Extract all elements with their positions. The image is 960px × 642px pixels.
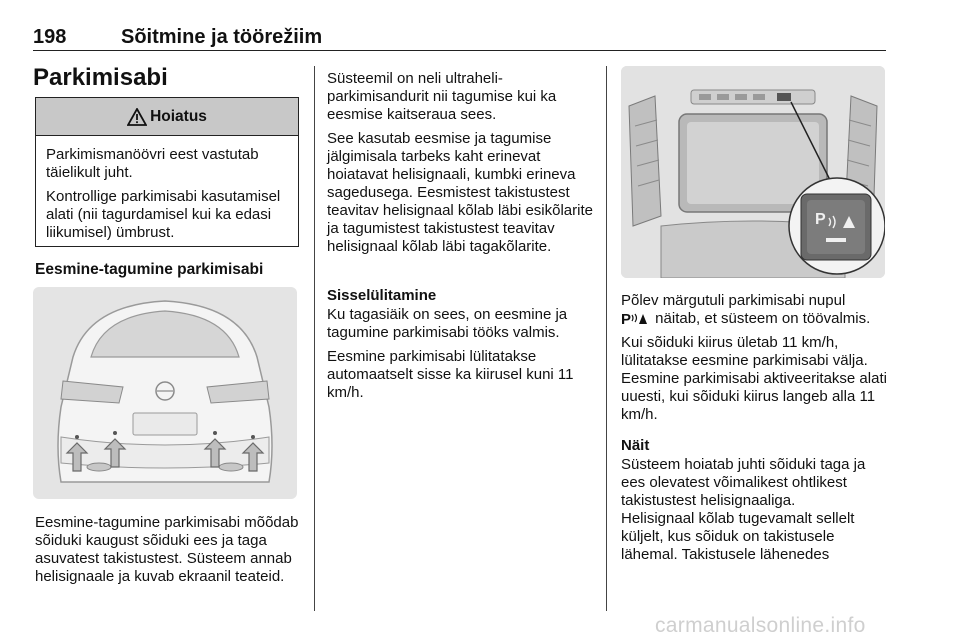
column-divider-1 — [314, 66, 315, 611]
warning-triangle-icon — [127, 108, 147, 126]
col3-paragraph-4: Helisignaal kõlab tugevamalt sellelt küljelt, kus sõiduk on takistusele lähemal. Takistusele lähenedes — [621, 510, 855, 563]
park-assist-icon: P — [815, 211, 826, 228]
warning-paragraph-1: Parkimismanöövri eest vastutab täielikult juht. — [46, 146, 259, 181]
col3-paragraph-1-end: näitab, et süsteem on töövalmis. — [655, 310, 871, 327]
page-number: 198 — [33, 26, 67, 48]
col3-text — [621, 292, 893, 430]
col2-text-bottom — [327, 306, 601, 408]
col3-paragraph-1-start: Põlev märgutuli parkimisabi nupul — [621, 292, 846, 309]
col2-paragraph-4: Eesmine parkimisabi lülitatakse automaatselt sisse ka kiirusel kuni 11 km/h. — [327, 348, 574, 401]
col2-paragraph-2: See kasutab eesmise ja tagumise jälgimisala tarbeks kaht erinevat hoiatavat helisignaali, kumbki erineva sagedusega. Eesmistest takistustest teavitav helisignaal kõlab läbi esikõlarite ja tagumistest takistustest teavitav helisignaal kõlab läbi tagakõlarite. — [327, 130, 593, 255]
col1-body — [35, 514, 301, 592]
col2-text-top — [327, 70, 601, 262]
col3-text-bottom — [621, 456, 891, 570]
col2-paragraph-1: Süsteemil on neli ultraheli-parkimisandurit nii tagumise kui ka eesmise kaitseraua sees. — [327, 70, 557, 123]
car-rear-illustration — [33, 287, 297, 499]
watermark: carmanualsonline.info — [655, 614, 866, 637]
warning-body — [36, 136, 298, 242]
col2-paragraph-3: Ku tagasiäik on sees, on eesmine ja tagumine parkimisabi tööks valmis. — [327, 306, 568, 341]
section-title: Parkimisabi — [33, 64, 168, 91]
warning-box — [35, 97, 299, 247]
page-header — [33, 24, 886, 51]
col1-body-text: Eesmine-tagumine parkimisabi mõõdab sõiduki kaugust sõiduki ees ja taga asuvatest takistustest. Süsteem annab helisignaale ja kuvab ekraanil teateid. — [35, 514, 299, 585]
warning-heading-text: Hoiatus — [150, 107, 207, 125]
col3-paragraph-2: Kui sõiduki kiirus ületab 11 km/h, lülitatakse eesmine parkimisabi välja. Eesmine parkimisabi aktiveeritakse alati uuesti, kui sõiduki kiirus langeb alla 11 km/h. — [621, 334, 887, 423]
col1-subheading: Eesmine-tagumine parkimisabi — [35, 261, 264, 278]
chapter-title: Sõitmine ja töörežiim — [121, 26, 323, 48]
svg-text:P: P — [621, 311, 632, 325]
car-rear-drawing — [33, 287, 297, 499]
park-assist-symbol-icon — [621, 311, 651, 325]
col2-subheading: Sisselülitamine — [327, 287, 437, 304]
col3-paragraph-3: Süsteem hoiatab juhti sõiduki taga ja ees olevatest võimalikest ohtlikest takistustest helisignaaliga. — [621, 456, 866, 509]
column-divider-2 — [606, 66, 607, 611]
dashboard-drawing — [621, 66, 885, 278]
dashboard-button-illustration — [621, 66, 885, 278]
col3-paragraph-1 — [621, 292, 893, 328]
col3-subheading: Näit — [621, 437, 650, 454]
warning-paragraph-2: Kontrollige parkimisabi kasutamisel alati (nii tagurdamisel kui ka edasi liikumisel) ümbrust. — [46, 188, 281, 241]
warning-heading — [36, 98, 298, 136]
